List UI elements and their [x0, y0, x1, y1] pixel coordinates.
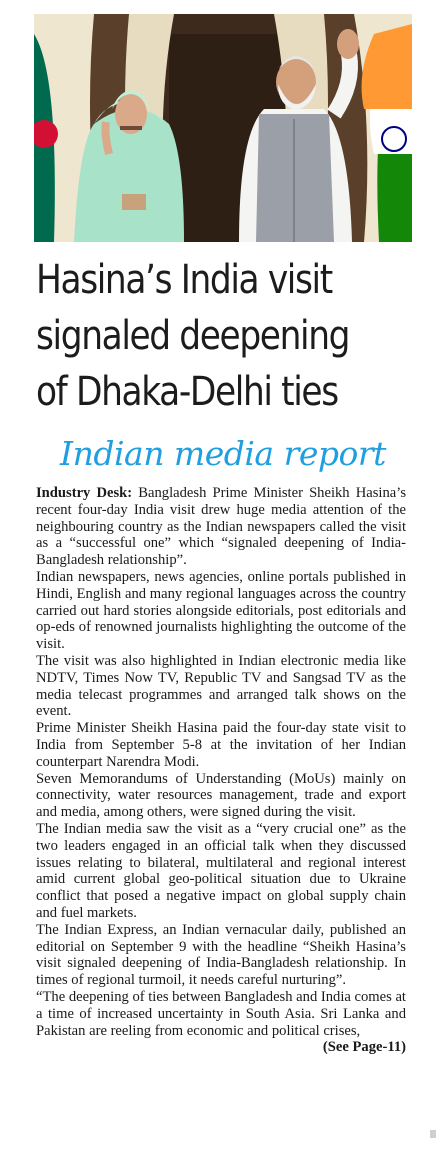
article-body — [36, 485, 406, 1056]
paragraph-8-text: “The deepening of ties between Bangladesh and India comes at a time of increased uncertainty in South Asia. Sri Lanka and Pakistan are reeling from economic and political crises, — [36, 988, 406, 1039]
article-paragraph-5: Seven Memorandums of Understanding (MoUs) mainly on connectivity, water resources management, trade and export and media, among others, were signed during the visit. — [36, 770, 406, 821]
continued-on-page: (See Page-11) — [322, 1039, 406, 1056]
article-paragraph-2: Indian newspapers, news agencies, online portals published in Hindi, English and many regional languages across the country carried out hard stories alongside editorials, post editorials and op-eds of renowned journalists highlighting the outcome of the visit. — [36, 568, 406, 653]
article-paragraph-7: The Indian Express, an Indian vernacular daily, published an editorial on September 9 with the headline “Sheikh Hasina’s visit signaled deepening of India-Bangladesh relationship. In times of regional turmoil, it needs careful nurturing”. — [36, 921, 406, 989]
article-paragraph-6: The Indian media saw the visit as a “very crucial one” as the two leaders engaged in an official talk when they discussed issues relating to bilateral, multilateral and regional interest amid current global geo-political situation due to Ukraine conflict that posed a negative impact on global supply chain and fuel markets. — [36, 820, 406, 921]
paragraph-1-text: Bangladesh Prime Minister Sheikh Hasina’s recent four-day India visit drew huge media attention of the neighbouring country as the Indian newspapers called the visit as a “successful one” which “signaled deepening of India-Bangladesh relationship”. — [36, 485, 406, 569]
headline-line-3: of Dhaka-Delhi ties — [36, 369, 338, 415]
headline-line-1: Hasina’s India visit — [36, 257, 332, 303]
page-edge-mark — [430, 1130, 436, 1138]
dateline: Industry Desk: — [36, 485, 133, 501]
article-paragraph-1 — [36, 485, 406, 569]
article-paragraph-3: The visit was also highlighted in Indian electronic media like NDTV, Times Now TV, Republic TV and Sangsad TV as the media telecast programmes and arranged talk shows on the event. — [36, 652, 406, 720]
article-paragraph-4: Prime Minister Sheikh Hasina paid the four-day state visit to India from September 5-8 at the invitation of her Indian counterpart Narendra Modi. — [36, 720, 406, 770]
headline-line-2: signaled deepening — [36, 313, 350, 359]
subheadline: Indian media report — [60, 434, 386, 473]
leaders-photo-illustration — [34, 14, 412, 242]
headline — [36, 252, 406, 420]
news-photo — [34, 14, 412, 242]
article-paragraph-8 — [36, 988, 406, 1056]
